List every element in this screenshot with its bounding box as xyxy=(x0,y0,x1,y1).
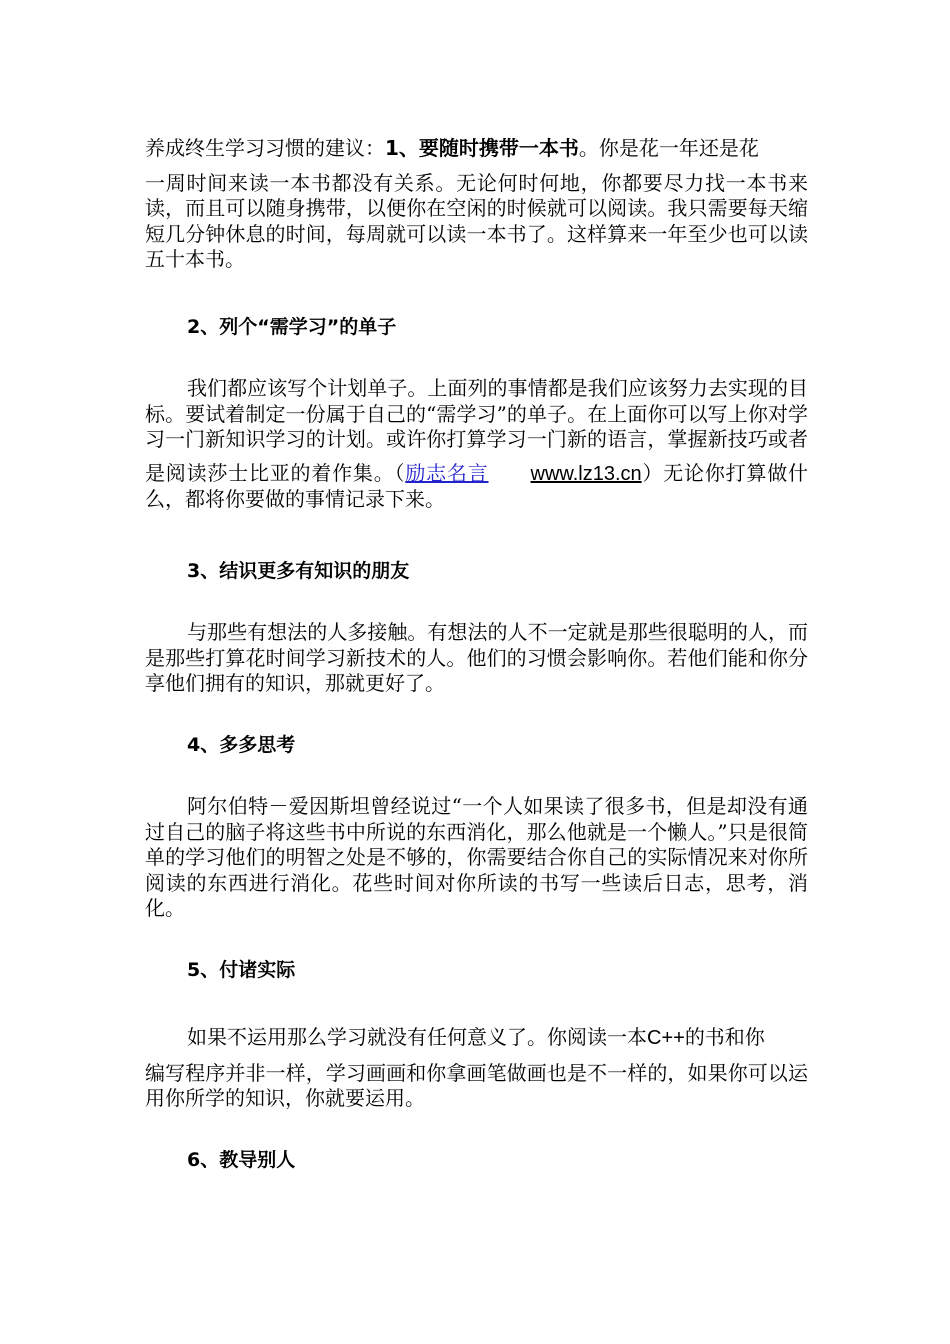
intro-prefix: 养成终生学习习惯的建议： xyxy=(145,136,385,160)
section5-line1 xyxy=(145,1025,808,1052)
section5-line1-b: 的书和你 xyxy=(684,1025,765,1049)
section4-paragraph: 阿尔伯特－爱因斯坦曾经说过“一个人如果读了很多书，但是却没有通过自己的脑子将这些书中所说的东西消化，那么他就是一个懒人。”只是很简单的学习他们的明智之处是不够的，你需要结合你自己的实际情况来对你所阅读的东西进行消化。花些时间对你所读的书写一些读后日志，思考，消化。 xyxy=(145,794,808,920)
section6-heading: 6、教导别人 xyxy=(187,1148,296,1171)
section5-code-label: C++ xyxy=(647,1027,685,1049)
section3-heading: 3、结识更多有知识的朋友 xyxy=(187,559,410,582)
intro-rest-line1: 。你是花一年还是花 xyxy=(578,136,759,160)
section2-paragraph xyxy=(145,376,808,513)
intro-paragraph: 一周时间来读一本书都没有关系。无论何时何地，你都要尽力找一本书来读，而且可以随身携带，以便你在空闲的时候就可以阅读。我只需要每天缩短几分钟休息的时间，每周就可以读一本书了。这样算来一年至少也可以读五十本书。 xyxy=(145,170,808,271)
section5-line1-a: 如果不运用那么学习就没有任何意义了。你阅读一本 xyxy=(187,1025,647,1049)
intro-line1 xyxy=(145,136,808,162)
document-body xyxy=(145,136,808,1173)
site-url-link[interactable]: www.lz13.cn xyxy=(530,462,642,485)
section2-body-after-link: ）无论你打算做什么，都将你要做的事情记录下来。 xyxy=(145,460,809,511)
motto-link[interactable]: 励志名言 xyxy=(405,460,489,485)
section5-heading: 5、付诸实际 xyxy=(187,958,296,981)
section2-body-before-link: 我们都应该写个计划单子。上面列的事情都是我们应该努力去实现的目标。要试着制定一份属于自己的“需学习”的单子。在上面你可以写上你对学习一门新知识学习的计划。或许你打算学习一门新的语言，掌握新技巧或者是阅读莎士比亚的着作集。（ xyxy=(145,376,808,485)
section4-heading: 4、多多思考 xyxy=(187,733,296,756)
section3-paragraph: 与那些有想法的人多接触。有想法的人不一定就是那些很聪明的人，而是那些打算花时间学习新技术的人。他们的习惯会影响你。若他们能和你分享他们拥有的知识，那就更好了。 xyxy=(145,620,808,695)
intro-bold-lead: 1、要随时携带一本书 xyxy=(385,136,579,160)
section2-heading: 2、列个“需学习”的单子 xyxy=(187,315,397,338)
section5-paragraph-rest: 编写程序并非一样，学习画画和你拿画笔做画也是不一样的，如果你可以运用你所学的知识，你就要运用。 xyxy=(145,1060,808,1110)
